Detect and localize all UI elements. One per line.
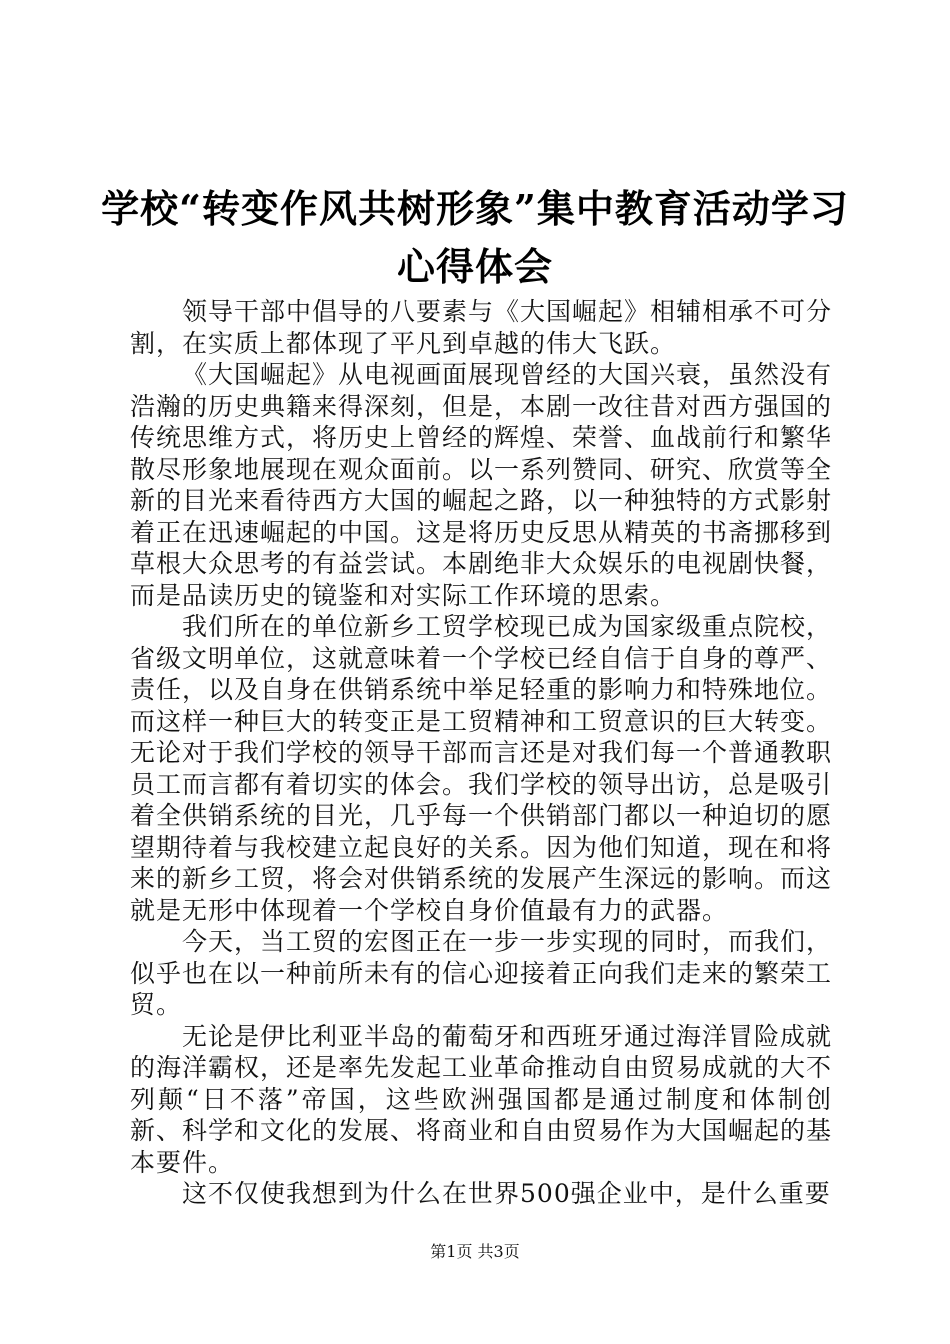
page-footer: 第1页 共3页 (430, 1242, 520, 1261)
title-line-2: 心得体会 (396, 244, 553, 289)
title-line-1: 学校“转变作风共树形象”集中教育活动学习 (101, 186, 849, 231)
document-body (130, 296, 832, 1210)
document-title (100, 180, 850, 296)
paragraph: 今天，当工贸的宏图正在一步一步实现的同时，而我们，似乎也在以一种前所未有的信心迎接着正向我们走来的繁荣工贸。 (130, 927, 833, 1019)
paragraph: 我们所在的单位新乡工贸学校现已成为国家级重点院校，省级文明单位，这就意味着一个学校已经自信于自身的尊严、责任，以及自身在供销系统中举足轻重的影响力和特殊地位。而这样一种巨大的转变正是工贸精神和工贸意识的巨大转变。无论对于我们学校的领导干部而言还是对我们每一个普通教职员工而言都有着切实的体会。我们学校的领导出访，总是吸引着全供销系统的目光，几乎每一个供销部门都以一种迫切的愿望期待着与我校建立起良好的关系。因为他们知道，现在和将来的新乡工贸，将会对供销系统的发展产生深远的影响。而这就是无形中体现着一个学校自身价值最有力的武器。 (130, 612, 833, 925)
paragraph: 领导干部中倡导的八要素与《大国崛起》相辅相承不可分割，在实质上都体现了平凡到卓越的伟大飞跃。 (130, 297, 833, 358)
paragraph: 《大国崛起》从电视画面展现曾经的大国兴衰，虽然没有浩瀚的历史典籍来得深刻，但是，本剧一改往昔对西方强国的传统思维方式，将历史上曾经的辉煌、荣誉、血战前行和繁华散尽形象地展现在观众面前。以一系列赞同、研究、欣赏等全新的目光来看待西方大国的崛起之路，以一种独特的方式影射着正在迅速崛起的中国。这是将历史反思从精英的书斋挪移到草根大众思考的有益尝试。本剧绝非大众娱乐的电视剧快餐，而是品读历史的镜鉴和对实际工作环境的思索。 (130, 360, 833, 610)
paragraph: 无论是伊比利亚半岛的葡萄牙和西班牙通过海洋冒险成就的海洋霸权，还是率先发起工业革命推动自由贸易成就的大不列颠“日不落”帝国，这些欧洲强国都是通过制度和体制创新、科学和文化的发展、将商业和自由贸易作为大国崛起的基本要件。 (130, 1021, 833, 1177)
paragraph: 这不仅使我想到为什么在世界500强企业中，是什么重要 (182, 1179, 831, 1208)
